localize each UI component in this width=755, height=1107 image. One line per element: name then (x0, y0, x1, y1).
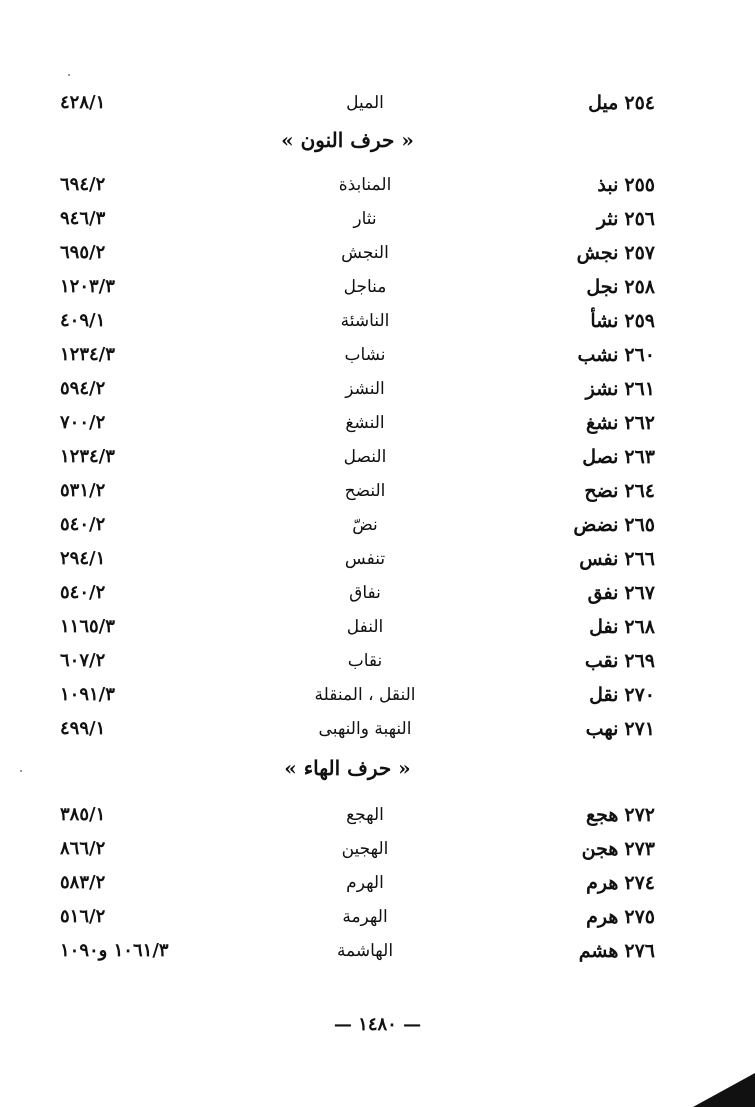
entry-number: ٢٥٤ (624, 92, 655, 114)
entry-root: نجش (576, 242, 619, 264)
root-cell (455, 474, 655, 508)
index-row (60, 934, 655, 968)
index-row (60, 372, 655, 406)
root-cell (455, 372, 655, 406)
entry-reference: ٥٤٠/٢ (60, 582, 106, 603)
entry-reference: ٤٠٩/١ (60, 310, 106, 331)
index-row (60, 644, 655, 678)
entry-number: ٢٦٠ (624, 344, 655, 366)
entry-word: الهرم (346, 873, 384, 893)
entry-reference: ١١٦٥/٣ (60, 616, 115, 637)
root-cell (455, 934, 655, 968)
entry-word: الهجين (341, 839, 389, 859)
entry-root: نقل (589, 684, 619, 706)
entry-root: نضح (584, 480, 619, 502)
index-row (60, 270, 655, 304)
entry-root: نشأ (590, 310, 619, 332)
index-row (60, 202, 655, 236)
entry-reference: ١٠٩١/٣ (60, 684, 115, 705)
entry-reference: ١٢٣٤/٣ (60, 344, 115, 365)
entry-reference: ٥٣١/٢ (60, 480, 106, 501)
entry-reference: ٢٩٤/١ (60, 548, 106, 569)
root-cell (455, 202, 655, 236)
entry-number: ٢٧٠ (624, 684, 655, 706)
page-corner-shadow (693, 1073, 755, 1107)
root-cell (455, 236, 655, 270)
entry-reference: ١٢٣٤/٣ (60, 446, 115, 467)
entry-reference: ٧٠٠/٢ (60, 412, 106, 433)
entry-root: هشم (578, 940, 619, 962)
entry-reference: ٥٤٠/٢ (60, 514, 106, 535)
entry-root: نفق (587, 582, 619, 604)
entry-word: نشاب (344, 345, 386, 365)
section-nun-rows (60, 168, 655, 746)
section-ha-rows (60, 798, 655, 968)
entry-root: ميل (588, 92, 619, 114)
entry-reference: ١٢٠٣/٣ (60, 276, 115, 297)
entry-number: ٢٦٢ (624, 412, 655, 434)
entry-number: ٢٦٣ (624, 446, 655, 468)
entry-root: نشغ (586, 412, 619, 434)
entry-number: ٢٧٤ (624, 872, 655, 894)
entry-reference: ٥٩٤/٢ (60, 378, 106, 399)
entry-reference: ٦٩٤/٢ (60, 174, 106, 195)
entry-number: ٢٥٥ (624, 174, 655, 196)
entry-number: ٢٥٩ (624, 310, 655, 332)
index-row (60, 610, 655, 644)
entry-number: ٢٦٤ (624, 480, 655, 502)
entry-root: نصل (582, 446, 619, 468)
index-row (60, 542, 655, 576)
entry-root: هرم (586, 906, 619, 928)
entry-root: نفس (579, 548, 619, 570)
entry-word: النقل ، المنقلة (314, 685, 416, 705)
entry-root: نثر (596, 208, 619, 230)
entry-number: ٢٧٣ (624, 838, 655, 860)
index-row (60, 338, 655, 372)
entry-root: هرم (586, 872, 619, 894)
entry-number: ٢٦٩ (624, 650, 655, 672)
entry-word: نثار (353, 209, 377, 229)
entry-word: الهجع (346, 805, 384, 825)
entry-word: النفل (346, 617, 384, 637)
entry-number: ٢٦٧ (624, 582, 655, 604)
root-cell (455, 508, 655, 542)
entry-root: نهب (585, 718, 619, 740)
index-row (60, 474, 655, 508)
scan-speck (68, 74, 70, 76)
index-row (60, 798, 655, 832)
index-row (60, 168, 655, 202)
index-row (60, 678, 655, 712)
root-cell (455, 542, 655, 576)
entry-word: النشز (345, 379, 385, 399)
index-row (60, 304, 655, 338)
entry-root: نشز (585, 378, 619, 400)
entry-root: نقب (584, 650, 619, 672)
entry-reference: ١٠٦١/٣ و١٠٩٠ (60, 940, 169, 961)
index-row (60, 86, 655, 120)
root-cell (455, 678, 655, 712)
entry-number: ٢٦١ (624, 378, 655, 400)
entry-root: نبذ (597, 174, 619, 196)
index-row (60, 406, 655, 440)
entry-word: تنفس (344, 549, 386, 569)
index-row (60, 900, 655, 934)
index-row (60, 832, 655, 866)
entry-word: النهبة والنهبى (318, 719, 412, 739)
root-cell (455, 168, 655, 202)
entry-reference: ٥١٦/٢ (60, 906, 106, 927)
root-cell (455, 644, 655, 678)
entry-number: ٢٦٦ (624, 548, 655, 570)
section-heading-ha: « حرف الهاء » (284, 756, 411, 780)
entry-reference: ٣٨٥/١ (60, 804, 106, 825)
entry-number: ٢٧٥ (624, 906, 655, 928)
entry-root: هجع (585, 804, 619, 826)
entry-word: الميل (346, 93, 384, 113)
entry-word: نفاق (349, 583, 381, 603)
entry-root: نفل (589, 616, 619, 638)
root-cell (455, 712, 655, 746)
entry-word: النضح (344, 481, 386, 501)
entry-word: الهاشمة (336, 941, 394, 961)
entry-word: النجش (341, 243, 389, 263)
entry-number: ٢٦٥ (624, 514, 655, 536)
scan-speck (20, 770, 22, 772)
page-number: — ١٤٨٠ — (333, 1014, 422, 1035)
root-cell (455, 576, 655, 610)
entry-reference: ٤٢٨/١ (60, 92, 106, 113)
entry-reference: ٦٩٥/٢ (60, 242, 106, 263)
entry-word: النصل (343, 447, 387, 467)
entry-word: المنابذة (338, 175, 392, 195)
entry-reference: ٦٠٧/٢ (60, 650, 106, 671)
entry-word: الناشئة (340, 311, 390, 331)
index-row (60, 236, 655, 270)
entry-root: نشب (577, 344, 619, 366)
section-heading-nun: « حرف النون » (281, 128, 414, 152)
root-cell (455, 866, 655, 900)
entry-word: نضّ (352, 515, 378, 535)
root-cell (455, 338, 655, 372)
index-row (60, 712, 655, 746)
root-cell (455, 440, 655, 474)
index-table (60, 86, 655, 968)
root-cell (455, 900, 655, 934)
index-row (60, 576, 655, 610)
entry-number: ٢٥٧ (624, 242, 655, 264)
entry-number: ٢٧٢ (624, 804, 655, 826)
entry-reference: ٤٩٩/١ (60, 718, 106, 739)
root-cell (455, 270, 655, 304)
index-row (60, 866, 655, 900)
entry-reference: ٥٨٣/٢ (60, 872, 106, 893)
entry-number: ٢٧٦ (624, 940, 655, 962)
entry-word: النشغ (345, 413, 385, 433)
entry-root: نضض (573, 514, 619, 536)
entry-root: نجل (586, 276, 619, 298)
entry-number: ٢٥٦ (624, 208, 655, 230)
root-cell (455, 610, 655, 644)
index-row (60, 440, 655, 474)
root-cell (455, 304, 655, 338)
root-cell (455, 406, 655, 440)
index-row (60, 508, 655, 542)
entry-number: ٢٥٨ (624, 276, 655, 298)
root-cell (455, 86, 655, 120)
root-cell (455, 832, 655, 866)
entry-word: مناجل (343, 277, 387, 297)
entry-number: ٢٦٨ (624, 616, 655, 638)
entry-word: الهرمة (342, 907, 388, 927)
entry-reference: ٨٦٦/٢ (60, 838, 106, 859)
entry-word: نقاب (347, 651, 383, 671)
root-cell (455, 798, 655, 832)
entry-root: هجن (581, 838, 619, 860)
entry-number: ٢٧١ (624, 718, 655, 740)
entry-reference: ٩٤٦/٣ (60, 208, 106, 229)
